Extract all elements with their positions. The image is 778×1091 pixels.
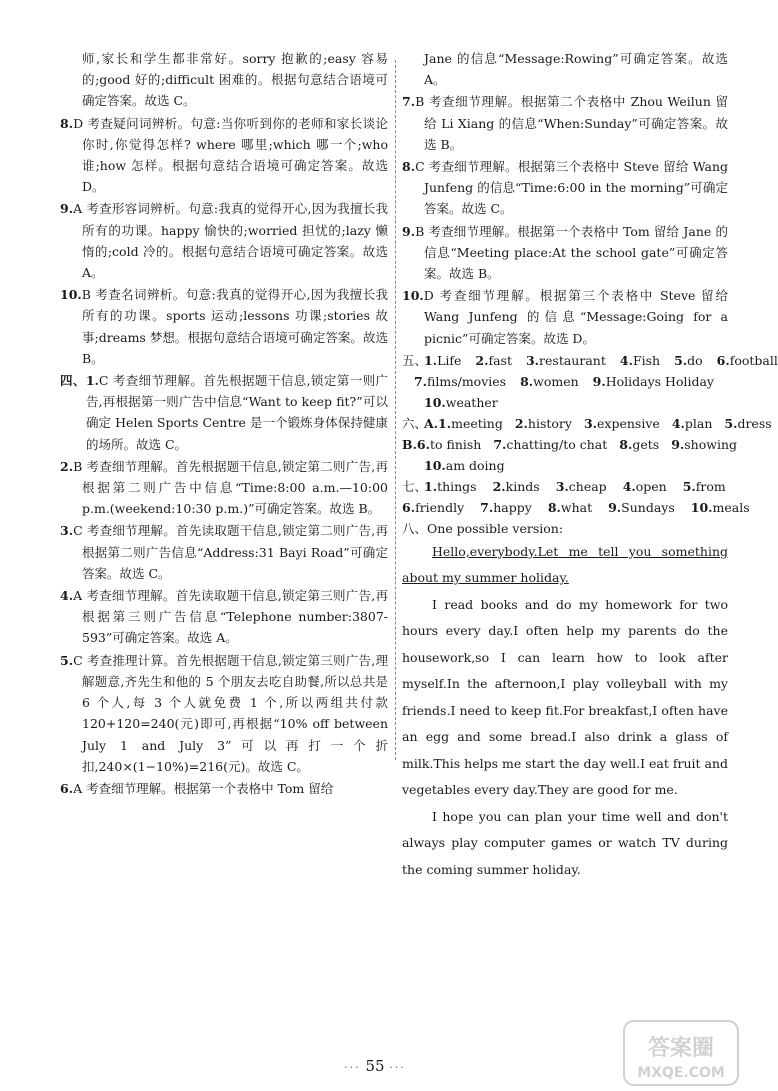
section7-head: 七、 <box>402 478 428 494</box>
answer-blank <box>424 350 461 371</box>
blank-answer: kinds <box>505 478 540 494</box>
answer-blank <box>724 413 771 434</box>
page-number: ··· 55 ··· <box>344 1057 406 1075</box>
blank-answer: gets <box>632 436 660 452</box>
blank-answer: Fish <box>632 352 661 368</box>
right-answer <box>402 48 728 90</box>
answer-text: A 考查细节理解。首先读取题干信息,锁定第三则广告,再根据第三则广告信息“Telephone number:3807-593”可确定答案。故选 A。 <box>73 588 388 646</box>
answer-blank <box>548 497 592 518</box>
answer-number: 4. <box>60 588 74 604</box>
essay-title-line <box>402 539 728 592</box>
column-divider <box>395 60 396 760</box>
blank-answer: Holidays Holiday <box>605 373 714 389</box>
answer-text: B 考查细节理解。根据第二个表格中 Zhou Weilun 留给 Li Xiang 的信息“When:Sunday”可确定答案。故选 B。 <box>415 94 728 152</box>
watermark-logo <box>622 1019 740 1087</box>
section6-head <box>402 455 424 476</box>
blank-number: 2. <box>514 415 528 431</box>
answer-blank <box>493 476 540 497</box>
section-seven <box>402 476 750 518</box>
blank-answer: expensive <box>597 415 660 431</box>
answer-number: 6. <box>60 780 74 796</box>
page-number-value: 55 <box>365 1057 385 1075</box>
svg-text:答案圈: 答案圈 <box>647 1036 715 1061</box>
left-answer <box>60 370 388 455</box>
answer-text: Jane 的信息“Message:Rowing”可确定答案。故选 A。 <box>424 51 728 88</box>
answer-blank <box>402 434 481 455</box>
blank-answer: history <box>527 415 572 431</box>
answer-number: 8. <box>60 115 74 131</box>
section5-head <box>402 392 424 413</box>
answer-blank <box>515 413 572 434</box>
blank-answer: from <box>695 478 726 494</box>
blank-answer: Sundays <box>621 499 675 515</box>
answer-blank <box>683 476 726 497</box>
answer-blank <box>520 371 579 392</box>
answer-number: 7. <box>402 94 416 110</box>
section6-head: 六、 <box>402 415 428 431</box>
right-answer <box>402 91 728 155</box>
answer-blank <box>620 350 660 371</box>
right-answer <box>402 221 728 285</box>
section6-row <box>402 455 728 476</box>
answer-blank <box>402 497 464 518</box>
blank-answer: films/movies <box>427 373 507 389</box>
blank-answer: football <box>729 352 778 368</box>
blank-answer: fast <box>488 352 512 368</box>
blank-answer: meals <box>712 499 750 515</box>
left-answer <box>60 520 388 584</box>
answer-blank <box>493 434 607 455</box>
blank-number: 3. <box>583 415 598 431</box>
answer-text: C 考查细节理解。根据第三个表格中 Steve 留给 Wang Junfeng 的信息“Time:6:00 in the morning”可确定答案。故选 C。 <box>415 159 728 217</box>
section5-head: 五、 <box>402 352 428 368</box>
left-answer <box>60 650 388 777</box>
answer-text: B 考查细节理解。根据第一个表格中 Tom 留给 Jane 的信息“Meeting place:At the school gate”可确定答案。故选 B。 <box>415 223 728 282</box>
blank-number: 3. <box>555 478 569 494</box>
answer-text: C 考查细节理解。首先根据题干信息,锁定第一则广告,再根据第一则广告中信息“Want to keep fit?”可以确定 Helen Sports Centre 是一个锻炼身体保持健康的场所。故选 C。 <box>86 373 388 452</box>
answer-blank <box>593 371 714 392</box>
blank-number: 5. <box>674 352 688 368</box>
answer-text: 师,家长和学生都非常好。sorry 抱歉的;easy 容易的;good 好的;difficult 困难的。根据句意结合语境可确定答案。故选 C。 <box>82 51 388 109</box>
answer-blank <box>674 350 703 371</box>
answer-number: 9. <box>402 223 416 239</box>
blank-number: 7. <box>493 436 507 452</box>
section-eight-head: 八、 <box>402 520 428 536</box>
answer-blank <box>424 392 498 413</box>
blank-answer: things <box>437 478 477 494</box>
section6-row <box>402 434 737 455</box>
section5-row <box>402 392 728 413</box>
answer-blank <box>671 434 737 455</box>
section7-row <box>402 476 728 497</box>
essay-paragraph-2: I hope you can plan your time well and don't always play computer games or watch TV during the coming summer holiday. <box>402 808 728 877</box>
blank-number: 10. <box>424 394 446 410</box>
answer-number: 9. <box>60 201 74 217</box>
blank-number: 5. <box>724 415 738 431</box>
blank-answer: chatting/to chat <box>506 436 608 452</box>
blank-number: 9. <box>671 436 685 452</box>
blank-number: 10. <box>690 499 713 515</box>
section5-head <box>402 371 414 392</box>
answer-blank <box>672 413 713 434</box>
right-answer <box>402 156 728 220</box>
answer-text: A 考查形容词辨析。句意:我真的觉得开心,因为我擅长我所有的功课。happy 愉快的;worried 担忧的;lazy 懒惰的;cold 冷的。根据句意结合语境可确定答案。故选 A。 <box>73 201 388 281</box>
blank-number: 8. <box>547 499 561 515</box>
left-answer <box>60 456 388 520</box>
section7-row <box>402 497 750 518</box>
blank-answer: cheap <box>568 478 607 494</box>
blank-answer: meeting <box>451 415 503 431</box>
blank-answer: plan <box>684 415 713 431</box>
blank-number: B.6. <box>402 436 430 452</box>
blank-answer: dress <box>737 415 772 431</box>
blank-answer: restaurant <box>539 352 606 368</box>
right-answers <box>402 48 728 349</box>
answer-blank <box>584 413 660 434</box>
answer-text: D 考查细节理解。根据第三个表格中 Steve 留给 Wang Junfeng 的信息“Message:Going for a picnic”可确定答案。故选 D。 <box>423 288 728 346</box>
left-answer <box>60 113 388 198</box>
blank-number: 4. <box>622 478 636 494</box>
answer-blank <box>526 350 606 371</box>
blank-answer: to finish <box>429 436 482 452</box>
essay-paragraph-1: I read books and do my homework for two hours every day.I often help my parents do the housework,so I can learn how to look after myself.In the afternoon,I play volleyball with my friends.I need to keep fit.For breakfast,I often have an egg and some bread.I also drink a glass of milk.This helps me start the day well.I eat fruit and vegetables every day.They are good for me. <box>402 596 729 798</box>
answer-blank <box>414 371 506 392</box>
section-eight-header <box>402 518 728 539</box>
blank-number: 2. <box>492 478 506 494</box>
answer-blank <box>623 476 667 497</box>
blank-answer: do <box>687 352 703 368</box>
essay-title: Hello,everybody.Let me tell you something about my summer holiday. <box>402 543 728 586</box>
answer-text: C 考查细节理解。首先读取题干信息,锁定第二则广告,再根据第二则广告信息“Address:31 Bayi Road”可确定答案。故选 C。 <box>73 523 388 581</box>
blank-answer: women <box>533 373 579 389</box>
blank-answer: am doing <box>445 457 505 473</box>
right-answer <box>402 285 728 349</box>
left-answer <box>60 585 388 649</box>
answer-text: A 考查细节理解。根据第一个表格中 Tom 留给 <box>73 780 334 796</box>
blank-number: 2. <box>475 352 489 368</box>
blank-number: 5. <box>682 478 696 494</box>
blank-number: 4. <box>671 415 685 431</box>
section-six <box>402 413 772 476</box>
blank-answer: weather <box>445 394 498 410</box>
blank-answer: showing <box>684 436 737 452</box>
answer-text: B 考查细节理解。首先根据题干信息,锁定第二则广告,再根据第二则广告中信息“Time:8:00 a.m.—10:00 p.m.(weekend:10:30 p.m.)”可确定答案。故选 B。 <box>73 458 388 517</box>
left-answer <box>60 778 388 799</box>
blank-number: 7. <box>480 499 494 515</box>
answer-blank <box>424 413 503 434</box>
answer-number: 10. <box>60 287 82 303</box>
answer-number: 10. <box>402 288 424 304</box>
blank-answer: Life <box>437 352 462 368</box>
blank-answer: open <box>635 478 667 494</box>
blank-answer: happy <box>493 499 532 515</box>
left-answer <box>60 198 388 283</box>
blank-number: 1. <box>424 352 438 368</box>
answer-blank <box>691 497 750 518</box>
blank-number: 1. <box>424 478 438 494</box>
answer-text: D 考查疑问词辨析。句意:当你听到你的老师和家长谈论你时,你觉得怎样? where 哪里;which 哪一个;who 谁;how 怎样。根据句意结合语境可确定答案。故选 D。 <box>73 115 388 195</box>
section-eight <box>402 518 728 884</box>
answer-blank <box>556 476 607 497</box>
answer-blank <box>619 434 659 455</box>
blank-number: 7. <box>413 373 427 389</box>
left-column <box>60 48 388 800</box>
section5-row <box>402 350 778 371</box>
answer-blank <box>475 350 512 371</box>
blank-number: 8. <box>520 373 534 389</box>
blank-number: 6. <box>716 352 730 368</box>
blank-number: 3. <box>525 352 540 368</box>
blank-answer: what <box>560 499 593 515</box>
section-eight-label: One possible version: <box>427 520 564 536</box>
answer-text: C 考查推理计算。首先根据题干信息,锁定第三则广告,理解题意,齐先生和他的 5 个朋友去吃自助餐,所以总共是 6 个人,每 3 个人就免费 1 个,所以两组共付款 120+120=240(元)即可,再根据“10% off between July 1 and July 3”可以再打一个折扣,240×(1−10%)=216(元)。故选 C。 <box>73 652 388 774</box>
blank-number: A.1. <box>424 415 452 431</box>
section5-row <box>402 371 728 392</box>
right-column <box>402 48 778 883</box>
answer-text: B 考查名词辨析。句意:我真的觉得开心,因为我擅长我所有的功课。sports 运动;lessons 功课;stories 故事;dreams 梦想。根据句意结合语境可确定答案。故选 B。 <box>81 287 388 366</box>
blank-number: 9. <box>608 499 622 515</box>
left-answer <box>60 284 388 369</box>
answer-number: 四、1. <box>60 373 99 389</box>
section6-row <box>402 413 772 434</box>
answer-number: 5. <box>60 652 74 668</box>
blank-number: 6. <box>402 499 416 515</box>
answer-number: 2. <box>60 458 74 474</box>
answer-blank <box>424 476 477 497</box>
answer-number: 3. <box>60 523 74 539</box>
blank-answer: friendly <box>415 499 465 515</box>
blank-number: 8. <box>619 436 633 452</box>
answer-number: 8. <box>402 159 416 175</box>
answer-blank <box>608 497 675 518</box>
blank-number: 9. <box>592 373 606 389</box>
blank-number: 10. <box>424 457 446 473</box>
section-five <box>402 350 778 413</box>
answer-blank <box>480 497 532 518</box>
answer-blank <box>717 350 778 371</box>
answer-blank <box>424 455 505 476</box>
blank-number: 4. <box>619 352 633 368</box>
svg-text:MXQE.COM: MXQE.COM <box>637 1065 725 1081</box>
left-answer <box>60 48 388 112</box>
